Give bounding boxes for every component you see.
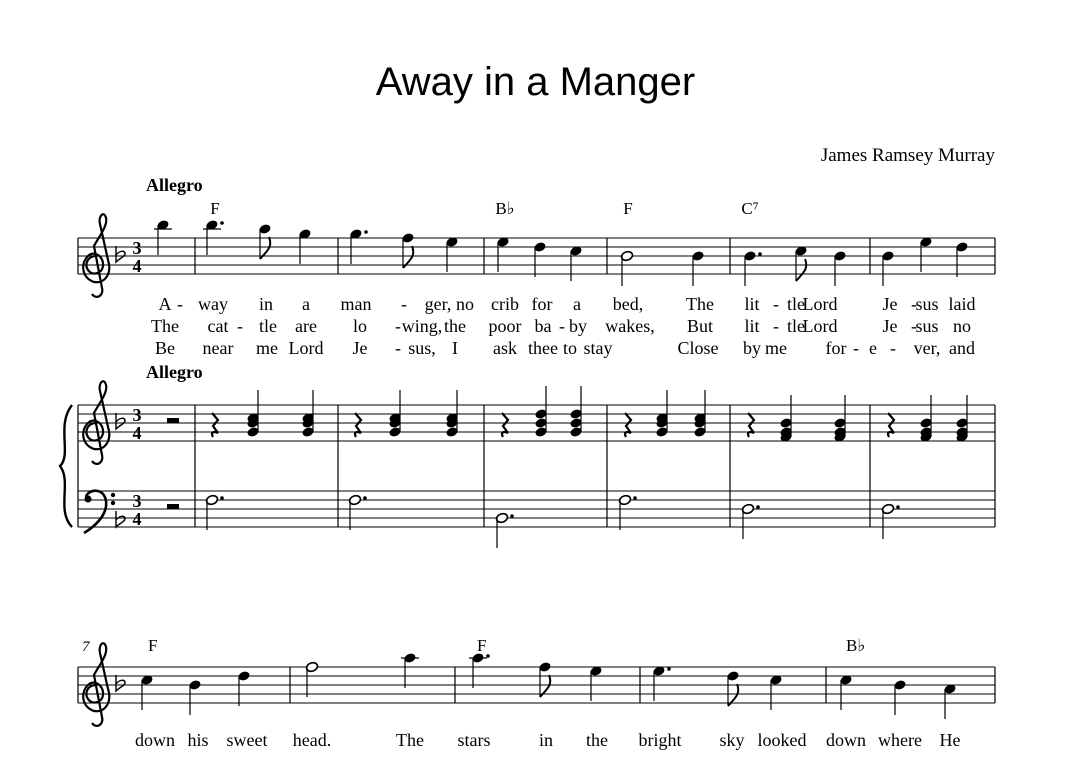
lyric-syllable: - bbox=[890, 338, 896, 358]
augmentation-dot bbox=[220, 496, 224, 500]
lyric-syllable: stay bbox=[583, 338, 613, 358]
lyric-syllable: a bbox=[302, 294, 310, 314]
lyric-syllable: - bbox=[911, 294, 917, 314]
chord-symbol: F bbox=[210, 199, 220, 218]
bar-number: 7 bbox=[82, 639, 90, 655]
lyric-syllable: by bbox=[743, 338, 761, 358]
lyric-syllable: - bbox=[395, 338, 401, 358]
lyric-syllable: I bbox=[452, 338, 458, 358]
quarter-rest-icon bbox=[888, 413, 894, 437]
lyric-syllable: to bbox=[562, 338, 578, 358]
chord-symbol: B♭ bbox=[495, 199, 515, 218]
time-signature-bottom: 4 bbox=[132, 256, 142, 276]
chord-symbol: F bbox=[477, 636, 487, 655]
lyric-syllable: lo bbox=[352, 316, 368, 336]
augmentation-dot bbox=[486, 654, 490, 658]
lyric-syllable: down bbox=[135, 730, 175, 750]
lyric-syllable: tle bbox=[787, 294, 805, 314]
lyric-syllable: thee bbox=[528, 338, 558, 358]
lyric-syllable: where bbox=[878, 730, 922, 750]
lyric-syllable: ger, bbox=[424, 294, 452, 314]
lyric-syllable: - bbox=[853, 338, 859, 358]
lyric-syllable: are bbox=[295, 316, 317, 336]
lyric-syllable: me bbox=[765, 338, 787, 358]
lyric-syllable: Lord bbox=[802, 316, 838, 336]
augmentation-dot bbox=[633, 496, 637, 500]
lyric-syllable: - bbox=[559, 316, 565, 336]
vocal-staff-system-2 bbox=[78, 667, 995, 703]
lyric-syllable: the bbox=[586, 730, 608, 750]
augmentation-dot bbox=[363, 496, 367, 500]
time-signature-top: 3 bbox=[132, 238, 142, 258]
vocal-staff bbox=[78, 238, 995, 274]
key-flat-icon bbox=[116, 246, 125, 262]
lyric-syllable: - bbox=[177, 294, 183, 314]
piano-brace bbox=[60, 405, 72, 527]
chord-symbol: F bbox=[148, 636, 158, 655]
augmentation-dot bbox=[667, 667, 671, 671]
tempo-marking-vocal: Allegro bbox=[146, 175, 203, 195]
lyric-syllable: in bbox=[538, 730, 554, 750]
lyric-syllable: sus, bbox=[408, 338, 436, 358]
augmentation-dot bbox=[220, 221, 224, 225]
half-rest-icon bbox=[167, 504, 179, 509]
lyric-syllable: sweet bbox=[226, 730, 268, 750]
lyric-syllable: lit bbox=[744, 316, 760, 336]
lyric-syllable: - bbox=[401, 294, 407, 314]
lyric-syllable: - bbox=[773, 294, 779, 314]
lyric-syllable: - bbox=[911, 316, 917, 336]
key-flat-icon bbox=[116, 675, 125, 691]
lyric-syllable: The bbox=[686, 294, 714, 314]
lyric-syllable: The bbox=[396, 730, 424, 750]
lyric-syllable: ba bbox=[534, 316, 552, 336]
lyric-syllable: me bbox=[256, 338, 278, 358]
lyric-syllable: crib bbox=[491, 294, 519, 314]
lyric-syllable: The bbox=[151, 316, 179, 336]
lyric-syllable: down bbox=[826, 730, 866, 750]
lyric-syllable: wing, bbox=[401, 316, 443, 336]
lyric-syllable: lit bbox=[744, 294, 760, 314]
lyric-syllable: Je bbox=[882, 294, 898, 314]
quarter-rest-icon bbox=[625, 413, 631, 437]
lyric-syllable: the bbox=[444, 316, 466, 336]
lyric-syllable: looked bbox=[757, 730, 807, 750]
lyric-syllable: ver, bbox=[913, 338, 941, 358]
quarter-rest-icon bbox=[748, 413, 754, 437]
lyric-syllable: man bbox=[340, 294, 372, 314]
chord-symbol: C⁷ bbox=[741, 199, 759, 218]
lyric-syllable: way bbox=[198, 294, 228, 314]
lyric-syllable: Je bbox=[352, 338, 368, 358]
lyric-syllable: poor bbox=[488, 316, 522, 336]
half-rest-icon bbox=[167, 418, 179, 423]
lyric-syllable: Lord bbox=[802, 294, 838, 314]
lyric-syllable: stars bbox=[457, 730, 491, 750]
lyric-syllable: for bbox=[531, 294, 553, 314]
lyric-syllable: A bbox=[158, 294, 172, 314]
augmentation-dot bbox=[896, 505, 900, 509]
lyric-syllable: Be bbox=[155, 338, 175, 358]
lyric-syllable: bright bbox=[638, 730, 682, 750]
lyric-syllable: in bbox=[258, 294, 274, 314]
augmentation-dot bbox=[758, 252, 762, 256]
lyric-syllable: - bbox=[237, 316, 243, 336]
chord-symbol: B♭ bbox=[846, 636, 866, 655]
lyric-syllable: sus bbox=[915, 316, 939, 336]
lyric-syllable: sky bbox=[719, 730, 745, 750]
lyric-syllable: wakes, bbox=[605, 316, 655, 336]
time-signature-top: 3 bbox=[132, 405, 142, 425]
tempo-marking-piano: Allegro bbox=[146, 362, 203, 382]
lyric-syllable: tle bbox=[787, 316, 805, 336]
lyric-syllable: - bbox=[773, 316, 779, 336]
composer-credit: James Ramsey Murray bbox=[820, 145, 995, 166]
lyric-syllable: Lord bbox=[288, 338, 324, 358]
time-signature-bottom: 4 bbox=[132, 509, 142, 529]
quarter-rest-icon bbox=[502, 413, 508, 437]
augmentation-dot bbox=[364, 230, 368, 234]
key-flat-icon bbox=[116, 511, 125, 527]
augmentation-dot bbox=[756, 505, 760, 509]
lyric-syllable: no bbox=[953, 316, 971, 336]
augmentation-dot bbox=[510, 514, 514, 518]
lyric-syllable: no bbox=[456, 294, 474, 314]
lyric-syllable: tle bbox=[259, 316, 277, 336]
lyric-syllable: He bbox=[939, 730, 961, 750]
time-signature-top: 3 bbox=[132, 491, 142, 511]
lyric-syllable: laid bbox=[948, 294, 976, 314]
lyric-syllable: bed, bbox=[612, 294, 644, 314]
lyric-syllable: head. bbox=[292, 730, 332, 750]
note-flag bbox=[796, 259, 806, 281]
quarter-rest-icon bbox=[212, 413, 218, 437]
lyric-syllable: and bbox=[949, 338, 975, 358]
lyric-syllable: near bbox=[202, 338, 234, 358]
key-flat-icon bbox=[116, 413, 125, 429]
lyric-syllable: his bbox=[187, 730, 209, 750]
lyric-syllable: sus bbox=[915, 294, 939, 314]
time-signature-bottom: 4 bbox=[132, 423, 142, 443]
lyric-syllable: by bbox=[569, 316, 587, 336]
lyric-syllable: ask bbox=[493, 338, 517, 358]
lyric-syllable: Je bbox=[882, 316, 898, 336]
lyric-syllable: - bbox=[395, 316, 401, 336]
lyric-syllable: But bbox=[686, 316, 714, 336]
song-title: Away in a Manger bbox=[375, 60, 696, 104]
chord-symbol: F bbox=[623, 199, 633, 218]
lyric-syllable: cat bbox=[207, 316, 229, 336]
lyric-syllable: e bbox=[869, 338, 877, 358]
lyric-syllable: for bbox=[825, 338, 847, 358]
quarter-rest-icon bbox=[355, 413, 361, 437]
lyric-syllable: Close bbox=[677, 338, 719, 358]
lyric-syllable: a bbox=[573, 294, 581, 314]
